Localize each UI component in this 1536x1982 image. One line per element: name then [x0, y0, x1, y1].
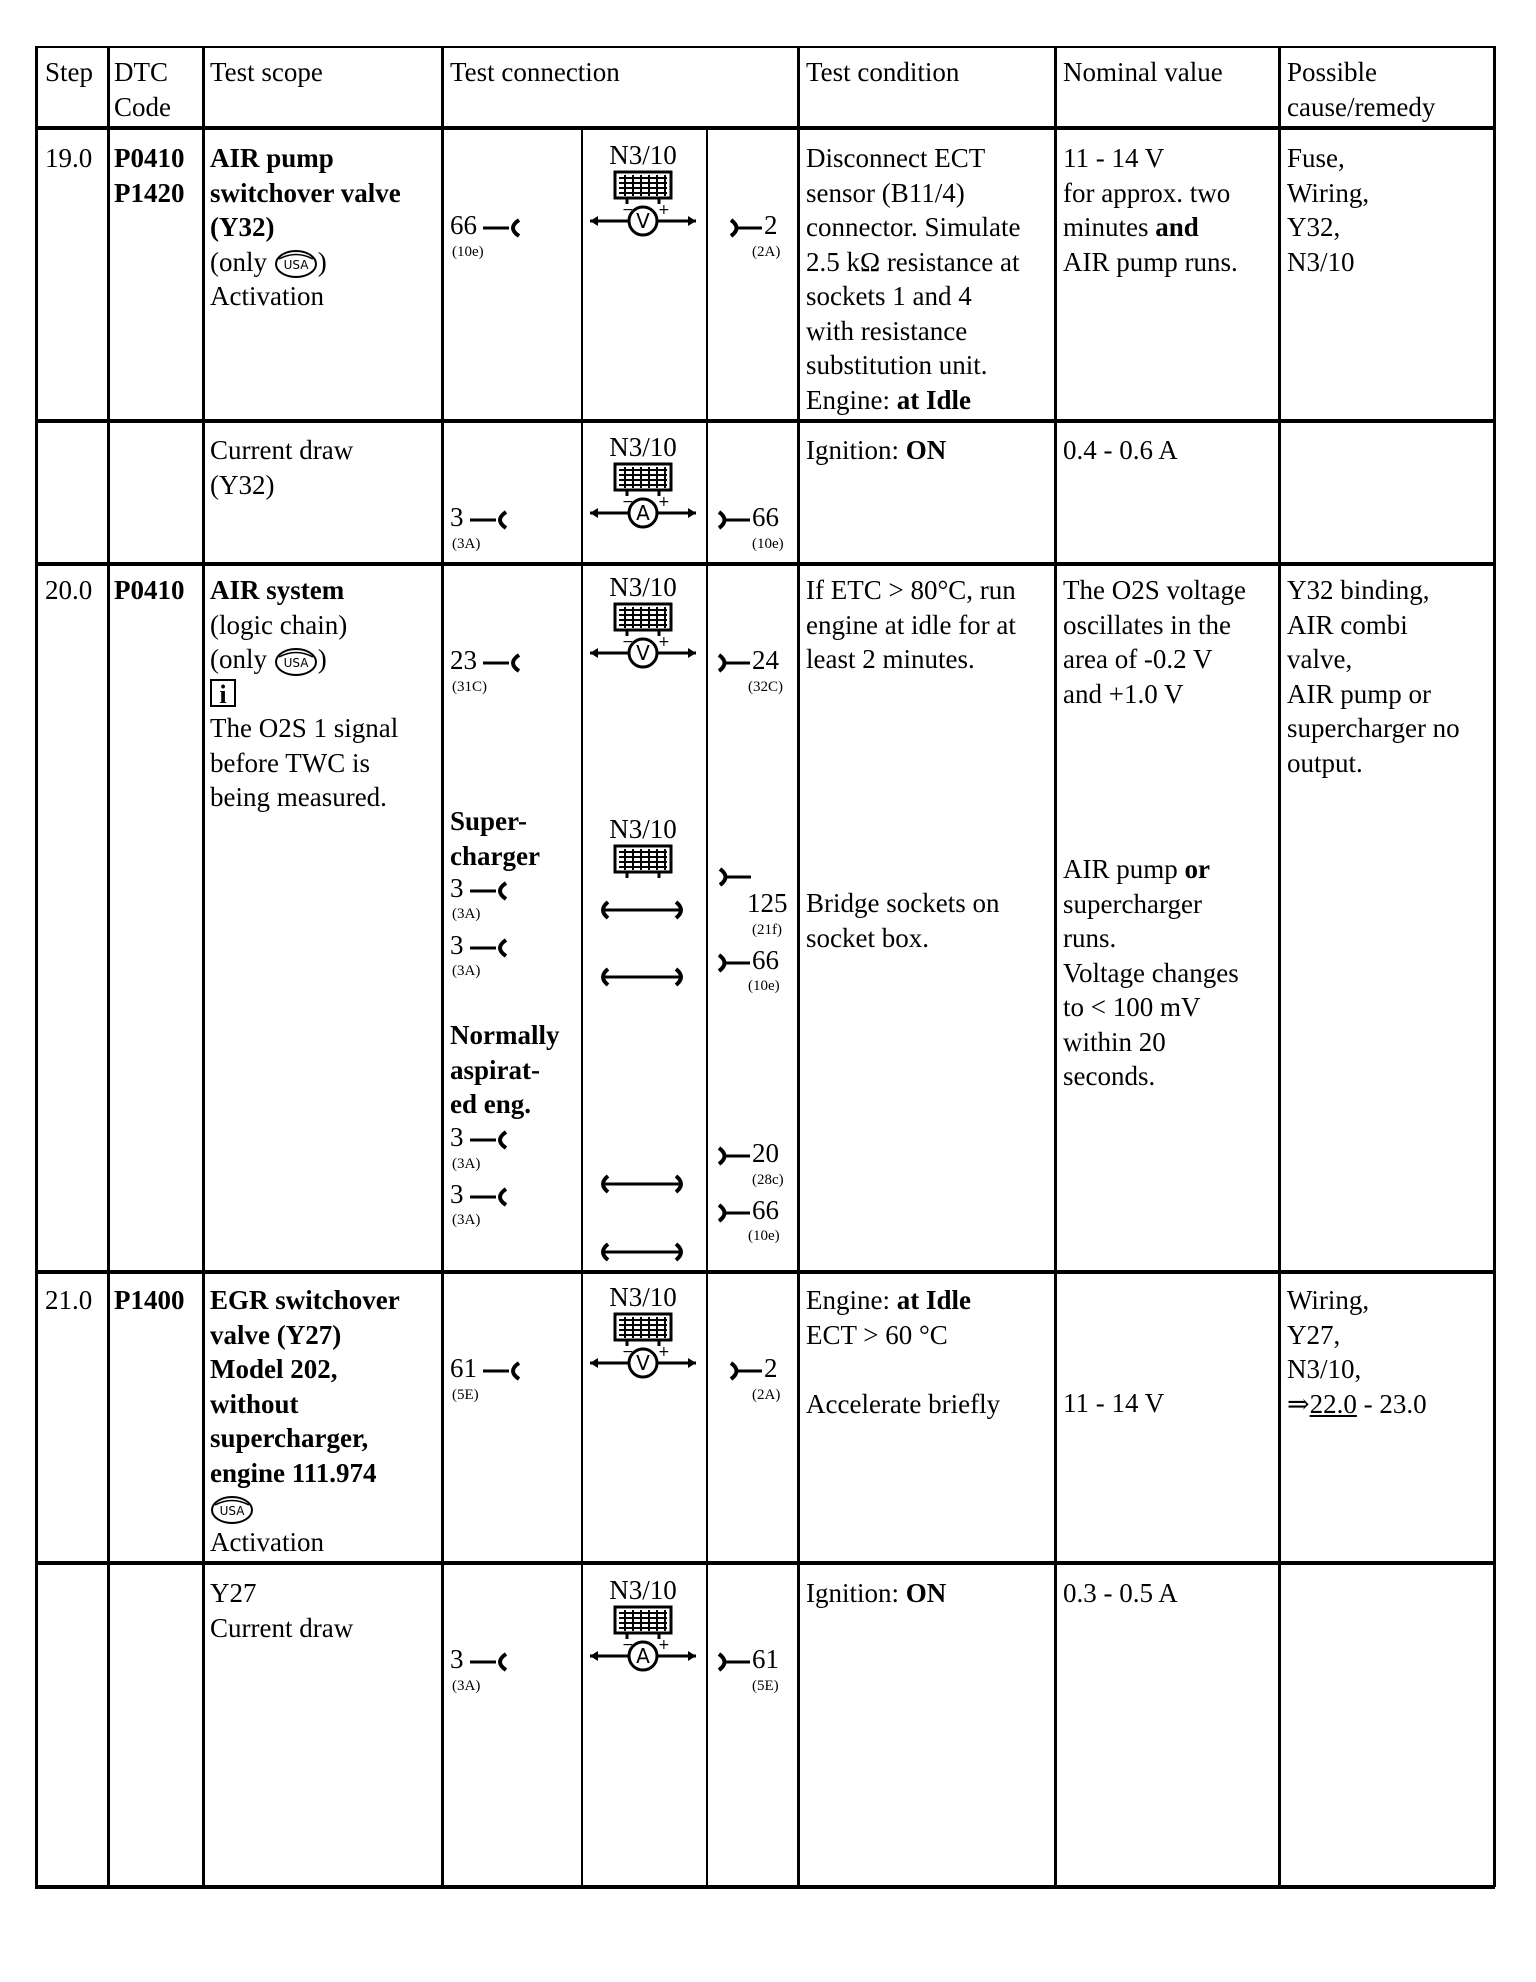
- socket-connector-icon: [716, 1145, 750, 1167]
- ecu-icon: [613, 1312, 673, 1346]
- table-border-bottom: [35, 1885, 1495, 1889]
- pin-number: 3: [450, 930, 464, 960]
- ecu-icon: [613, 462, 673, 496]
- pin-number: 61: [450, 1353, 477, 1383]
- pin-right: [728, 1353, 778, 1383]
- scope-line: Y27: [210, 1578, 257, 1608]
- usa-badge-text: USA: [219, 1503, 245, 1518]
- unit-label: N3/10: [609, 432, 677, 462]
- meter-symbol: A: [636, 501, 650, 525]
- condition-engine: [806, 1283, 1000, 1318]
- remedy-line: N3/10,: [1287, 1354, 1362, 1384]
- pin-number: 3: [450, 1122, 464, 1152]
- pin-number: 61: [752, 1644, 779, 1674]
- condition-label: Ignition:: [806, 1578, 906, 1608]
- remedy-line: Wiring,: [1287, 177, 1370, 208]
- pin-sub: (32C): [748, 679, 783, 695]
- remedy-line: Y32,: [1287, 212, 1341, 242]
- header-possible-cause: [1287, 55, 1435, 124]
- step-number: 19.0: [45, 143, 93, 173]
- header-remedy-line: Possible: [1287, 57, 1378, 87]
- usa-badge-text: USA: [283, 258, 309, 273]
- remedy-line: N3/10: [1287, 246, 1355, 277]
- normally-aspirated-label: [450, 1018, 559, 1122]
- bridge-wire-icon: [590, 898, 700, 922]
- test-scope: [210, 573, 398, 815]
- condition-line: 2.5 kΩ resistance at: [806, 246, 1020, 277]
- socket-connector-icon: [716, 866, 752, 888]
- nominal-line: supercharger: [1063, 888, 1202, 919]
- condition-state: ON: [905, 435, 947, 465]
- ecu-icon: [613, 844, 673, 878]
- condition-line: ECT > 60 °C: [806, 1319, 948, 1350]
- table-border-top: [35, 46, 1495, 48]
- svg-text:−: −: [622, 1345, 634, 1360]
- condition-line: least 2 minutes.: [806, 644, 975, 674]
- pin-sub: (21f): [752, 922, 782, 938]
- col-divider: [706, 127, 708, 1887]
- nominal-bold: and: [1155, 212, 1199, 242]
- header-divider: [35, 126, 1495, 130]
- test-condition: [806, 433, 946, 468]
- pin-number: 3: [450, 873, 464, 903]
- nominal-line: area of -0.2 V: [1063, 644, 1213, 674]
- socket-connector-icon: [716, 652, 750, 674]
- engine-state: at Idle: [896, 384, 971, 415]
- pin-number: 23: [450, 645, 477, 675]
- scope-line: (logic chain): [210, 609, 348, 640]
- meter-symbol: V: [636, 1351, 650, 1375]
- remedy-line: valve,: [1287, 644, 1353, 674]
- engine-label: Engine:: [806, 384, 897, 415]
- nominal-line: for approx. two: [1063, 177, 1231, 208]
- scope-line: valve (Y27): [210, 1319, 342, 1350]
- remedy-line: Y27,: [1287, 1319, 1341, 1350]
- label-line: ed eng.: [450, 1089, 531, 1119]
- pin-left: [450, 1353, 523, 1383]
- nominal-line: [1063, 210, 1238, 245]
- header-test-condition: Test condition: [806, 57, 960, 87]
- nominal-line: Voltage changes: [1063, 957, 1239, 988]
- voltmeter-icon: [588, 203, 698, 243]
- pin-sub: (2A): [752, 244, 781, 260]
- engine-state: at Idle: [896, 1285, 971, 1315]
- condition-line: with resistance: [806, 315, 968, 346]
- test-condition: [806, 1576, 946, 1611]
- pin-left: [450, 645, 523, 675]
- remedy-line: supercharger no: [1287, 713, 1460, 743]
- pin-right: [716, 645, 779, 675]
- usa-badge-text: USA: [283, 655, 309, 670]
- unit-label: N3/10: [609, 572, 677, 602]
- nominal-line: oscillates in the: [1063, 609, 1231, 640]
- test-condition: [806, 573, 1016, 677]
- col-divider: [797, 46, 800, 1887]
- condition-line: sensor (B11/4): [806, 177, 965, 208]
- scope-line: (Y32): [210, 469, 275, 500]
- socket-connector-icon: [716, 1202, 750, 1224]
- pin-sub: (5E): [452, 1387, 479, 1403]
- ammeter-icon: [588, 495, 698, 535]
- scope-line: AIR pump: [210, 143, 334, 173]
- pin-sub: (3A): [452, 906, 481, 922]
- row-divider: [35, 419, 1495, 423]
- condition-spacer: [806, 1352, 1000, 1387]
- dtc-code: P1420: [114, 177, 185, 208]
- supercharger-label: [450, 804, 540, 873]
- plug-connector-icon: [483, 1360, 523, 1382]
- svg-text:−: −: [622, 203, 634, 218]
- svg-text:−: −: [622, 1638, 634, 1653]
- arrow-icon: ⇒: [1287, 1388, 1310, 1419]
- test-scope: [210, 141, 401, 314]
- ammeter-icon: [588, 1638, 698, 1678]
- label-line: charger: [450, 840, 540, 871]
- only-text-close: ): [317, 246, 327, 277]
- socket-connector-icon: [716, 952, 750, 974]
- header-step: Step: [45, 57, 94, 87]
- remedy-reference: [1287, 1387, 1427, 1422]
- col-divider: [35, 46, 38, 1887]
- svg-text:+: +: [658, 495, 670, 510]
- pin-sub: (10e): [748, 978, 780, 994]
- row-divider: [35, 1561, 1495, 1565]
- remedy-line: AIR combi: [1287, 609, 1408, 640]
- pin-number: 66: [752, 1195, 779, 1225]
- pin-right: [716, 1644, 779, 1674]
- only-text-close: ): [317, 644, 327, 674]
- unit-label: N3/10: [609, 1282, 677, 1312]
- control-unit-n3-10: [583, 1575, 703, 1678]
- header-test-connection: Test connection: [450, 57, 620, 87]
- svg-text:−: −: [622, 495, 634, 510]
- test-scope: [210, 433, 353, 502]
- svg-text:−: −: [622, 635, 634, 650]
- unit-label: N3/10: [609, 140, 677, 170]
- plug-connector-icon: [470, 1186, 510, 1208]
- socket-connector-icon: [728, 1360, 762, 1382]
- pin-sub: (3A): [452, 963, 481, 979]
- control-unit-n3-10: [583, 572, 703, 675]
- socket-connector-icon: [716, 1651, 750, 1673]
- pin-sub: (5E): [752, 1678, 779, 1694]
- control-unit-n3-10: [583, 140, 703, 243]
- pin-left: [450, 1122, 510, 1152]
- nominal-line: to < 100 mV: [1063, 992, 1201, 1022]
- plug-connector-icon: [483, 217, 523, 239]
- voltmeter-icon: [588, 1345, 698, 1385]
- nominal-line: [1063, 852, 1239, 887]
- pin-right: [716, 1195, 779, 1225]
- bridge-wire-icon: [590, 1240, 700, 1264]
- pin-number: 3: [450, 502, 464, 532]
- pin-sub: (2A): [752, 1387, 781, 1403]
- scope-line: engine 111.974: [210, 1457, 377, 1488]
- header-dtc-line: DTC: [114, 57, 168, 87]
- header-nominal-value: Nominal value: [1063, 57, 1223, 87]
- plug-connector-icon: [483, 652, 523, 674]
- header-test-scope: Test scope: [210, 57, 323, 87]
- nominal-bold: or: [1184, 854, 1210, 884]
- plug-connector-icon: [470, 509, 510, 531]
- nominal-value: [1063, 141, 1238, 279]
- scope-line: The O2S 1 signal: [210, 713, 399, 744]
- scope-usa-only: [210, 642, 398, 677]
- scope-line: Current draw: [210, 435, 354, 465]
- scope-line: EGR switchover: [210, 1285, 400, 1315]
- remedy-line: output.: [1287, 747, 1363, 778]
- test-scope: [210, 1576, 353, 1645]
- dtc-code: P1400: [114, 1285, 185, 1315]
- nominal-line: runs.: [1063, 923, 1117, 953]
- pin-number: 66: [752, 945, 779, 975]
- bridge-wire-icon: [590, 1172, 700, 1196]
- nominal-line: The O2S voltage: [1063, 575, 1246, 605]
- dtc-code: P0410: [114, 143, 185, 173]
- dtc-codes: [114, 141, 185, 210]
- plug-connector-icon: [470, 880, 510, 902]
- scope-line: Current draw: [210, 1612, 354, 1643]
- plug-connector-icon: [470, 1651, 510, 1673]
- pin-right: [716, 1138, 779, 1168]
- pin-left: [450, 873, 510, 903]
- pin-sub: (3A): [452, 1156, 481, 1172]
- condition-line: If ETC > 80°C, run: [806, 575, 1016, 605]
- nominal-text: minutes: [1063, 212, 1156, 242]
- condition-line: socket box.: [806, 922, 929, 953]
- pin-sub: (10e): [452, 244, 484, 260]
- nominal-value-bridge: [1063, 852, 1239, 1094]
- usa-badge-icon: [274, 647, 318, 677]
- header-dtc: [114, 55, 171, 124]
- only-text: (only: [210, 644, 267, 674]
- unit-label: N3/10: [609, 1575, 677, 1605]
- scope-line: AIR system: [210, 575, 345, 605]
- remedy-line: Fuse,: [1287, 143, 1345, 173]
- pin-number: 66: [450, 210, 477, 240]
- control-unit-n3-10: [583, 432, 703, 535]
- possible-cause: [1287, 573, 1460, 780]
- pin-sub: (10e): [752, 536, 784, 552]
- pin-number: 2: [764, 1353, 778, 1383]
- pin-left: [450, 1644, 510, 1674]
- condition-line: sockets 1 and 4: [806, 281, 972, 311]
- row-divider: [35, 562, 1495, 566]
- header-dtc-line: Code: [114, 91, 171, 122]
- condition-line: Accelerate briefly: [806, 1388, 1001, 1419]
- pin-right: 125: [747, 888, 788, 918]
- nominal-line: 11 - 14 V: [1063, 143, 1165, 173]
- condition-line: connector. Simulate: [806, 212, 1021, 242]
- row-divider: [35, 1270, 1495, 1274]
- scope-line: being measured.: [210, 782, 387, 813]
- step-number: 20.0: [45, 575, 93, 605]
- condition-line: engine at idle for at: [806, 609, 1016, 640]
- pin-number: 3: [450, 1644, 464, 1674]
- nominal-value: 0.4 - 0.6 A: [1063, 435, 1178, 465]
- condition-line: Bridge sockets on: [806, 888, 1000, 918]
- col-divider: [202, 46, 205, 1887]
- nominal-line: within 20: [1063, 1026, 1166, 1057]
- scope-line: supercharger,: [210, 1423, 369, 1453]
- pin-number: 24: [752, 645, 779, 675]
- ecu-icon: [613, 602, 673, 636]
- pin-left: [450, 1179, 510, 1209]
- condition-line: Disconnect ECT: [806, 143, 986, 173]
- scope-line: Activation: [210, 1526, 324, 1557]
- svg-text:+: +: [658, 203, 670, 218]
- pin-number: 3: [450, 1179, 464, 1209]
- voltmeter-icon: [588, 635, 698, 675]
- nominal-line: AIR pump runs.: [1063, 246, 1238, 277]
- pin-sub: (10e): [748, 1228, 780, 1244]
- nominal-value: 0.3 - 0.5 A: [1063, 1578, 1178, 1608]
- col-divider: [441, 46, 444, 1887]
- step-number: 21.0: [45, 1285, 93, 1315]
- svg-text:+: +: [658, 635, 670, 650]
- pin-sub: (31C): [452, 679, 487, 695]
- pin-right: [716, 945, 779, 975]
- usa-badge-icon: [210, 1495, 254, 1525]
- usa-badge-icon: [274, 249, 318, 279]
- only-text: (only: [210, 246, 267, 277]
- scope-line: switchover valve: [210, 177, 401, 208]
- info-icon: i: [210, 679, 236, 707]
- label-line: aspirat-: [450, 1054, 540, 1085]
- scope-line: Model 202,: [210, 1354, 338, 1384]
- remedy-line: Y32 binding,: [1287, 575, 1430, 605]
- remedy-text: - 23.0: [1356, 1388, 1427, 1419]
- plug-connector-icon: [470, 1129, 510, 1151]
- scope-line: without: [210, 1388, 299, 1419]
- info-line: [210, 677, 398, 712]
- socket-connector-icon: [716, 509, 750, 531]
- col-divider: [1054, 46, 1057, 1887]
- test-scope: [210, 1283, 400, 1559]
- socket-connector-icon: [728, 217, 762, 239]
- engine-label: Engine:: [806, 1285, 897, 1315]
- control-unit-n3-10: [583, 814, 703, 883]
- meter-symbol: A: [636, 1644, 650, 1668]
- remedy-line: Wiring,: [1287, 1285, 1370, 1315]
- svg-text:+: +: [658, 1638, 670, 1653]
- condition-label: Ignition:: [806, 435, 906, 465]
- control-unit-n3-10: [583, 1282, 703, 1385]
- plug-connector-icon: [470, 937, 510, 959]
- pin-left: [450, 210, 523, 240]
- condition-state: ON: [905, 1578, 947, 1608]
- scope-line: Activation: [210, 281, 324, 312]
- nominal-text: AIR pump: [1063, 854, 1185, 884]
- pin-sub: (28c): [752, 1172, 784, 1188]
- label-line: Normally: [450, 1020, 560, 1050]
- nominal-line: seconds.: [1063, 1061, 1156, 1091]
- unit-label: N3/10: [609, 814, 677, 844]
- col-divider: [107, 46, 110, 1887]
- pin-number: 20: [752, 1138, 779, 1168]
- pin-sub: (3A): [452, 1678, 481, 1694]
- remedy-line: AIR pump or: [1287, 678, 1431, 709]
- meter-symbol: V: [636, 209, 650, 233]
- test-condition: [806, 141, 1020, 417]
- pin-right: [716, 502, 779, 532]
- condition-engine: [806, 383, 1020, 418]
- nominal-value: 11 - 14 V: [1063, 1388, 1165, 1418]
- pin-left: [450, 502, 510, 532]
- ecu-icon: [613, 170, 673, 204]
- pin-right: [728, 210, 778, 240]
- svg-text:+: +: [658, 1345, 670, 1360]
- label-line: Super-: [450, 806, 528, 836]
- nominal-value: [1063, 573, 1246, 711]
- meter-symbol: V: [636, 641, 650, 665]
- step-link[interactable]: 22.0: [1309, 1388, 1357, 1419]
- possible-cause: [1287, 1283, 1427, 1421]
- test-condition-bridge: [806, 886, 999, 955]
- dtc-code: P0410: [114, 575, 185, 605]
- usa-line: [210, 1490, 400, 1525]
- condition-line: substitution unit.: [806, 350, 988, 380]
- ecu-icon: [613, 1605, 673, 1639]
- pin-number: 66: [752, 502, 779, 532]
- col-divider: [1493, 46, 1496, 1887]
- pin-sub: (3A): [452, 1212, 481, 1228]
- pin-sub: (3A): [452, 536, 481, 552]
- header-remedy-line: cause/remedy: [1287, 91, 1436, 122]
- possible-cause: [1287, 141, 1369, 279]
- pin-number: 2: [764, 210, 778, 240]
- scope-usa-only: [210, 245, 401, 280]
- pin-left: [450, 930, 510, 960]
- col-divider: [1278, 46, 1281, 1887]
- scope-line: before TWC is: [210, 747, 370, 778]
- test-condition: [806, 1283, 1000, 1421]
- nominal-line: and +1.0 V: [1063, 678, 1184, 709]
- scope-line: (Y32): [210, 212, 275, 242]
- bridge-wire-icon: [590, 965, 700, 989]
